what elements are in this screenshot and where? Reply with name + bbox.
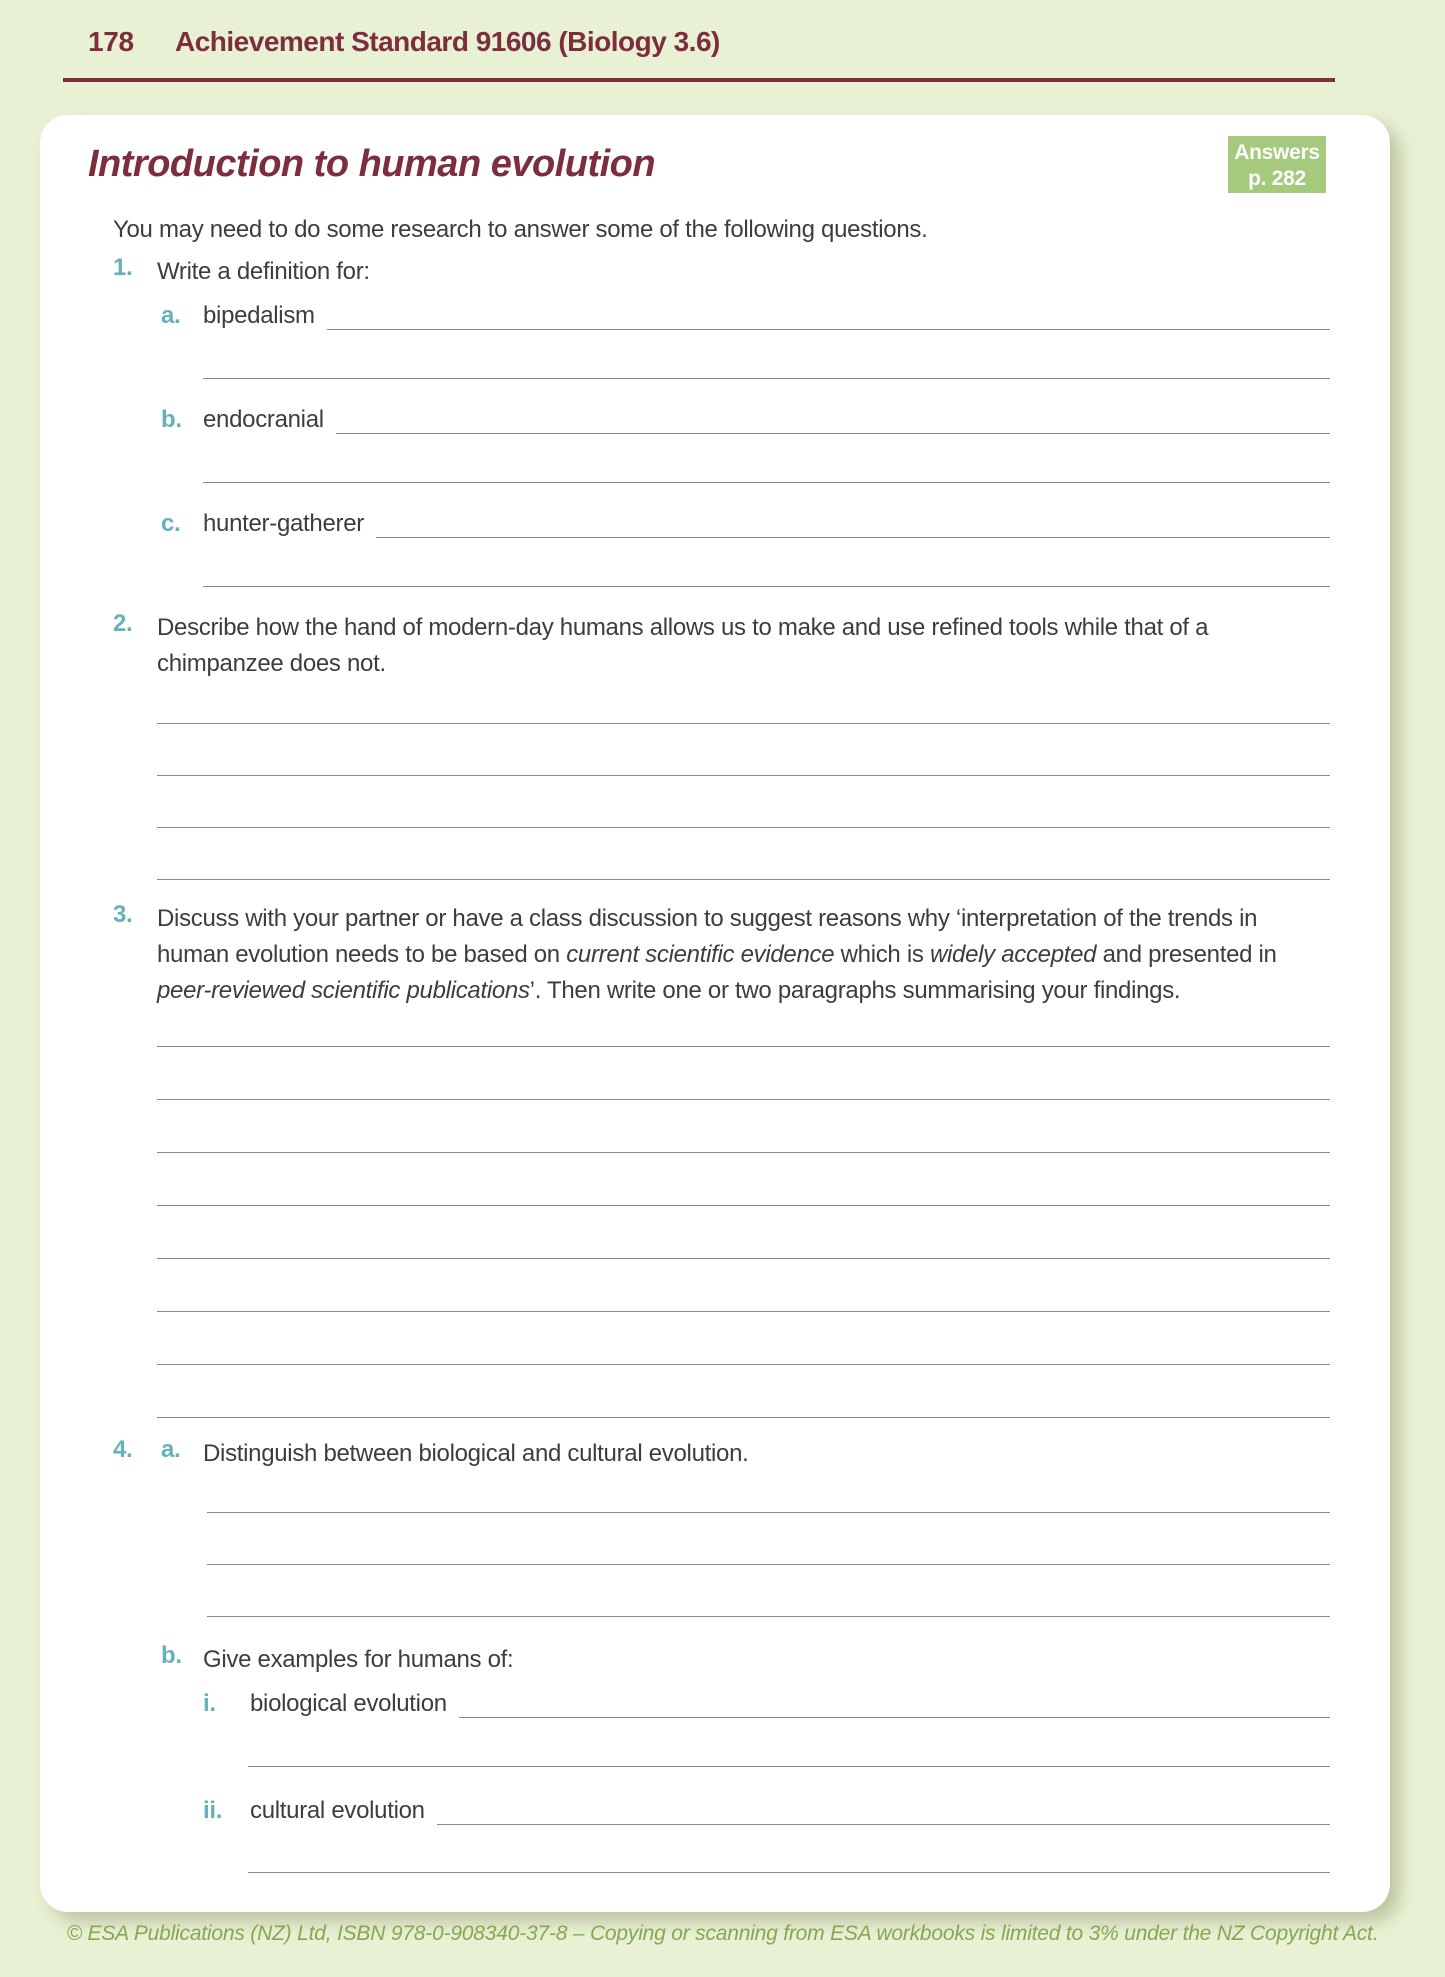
answer-line (437, 1798, 1330, 1825)
answer-line (157, 1311, 1330, 1312)
answers-badge-page-ref: p. 282 (1248, 167, 1306, 190)
definition-item-a (161, 302, 1330, 330)
answer-line (248, 1872, 1330, 1873)
item-ii-label: ii. (203, 1797, 223, 1824)
answer-line (157, 775, 1330, 776)
answer-line (203, 482, 1330, 483)
item-a-label: a. (161, 302, 181, 329)
header-page-number: 178 (88, 26, 134, 57)
worksheet-card (40, 115, 1390, 1912)
answer-line (459, 1691, 1330, 1718)
item-b-term: endocranial (203, 406, 324, 433)
answer-line (203, 586, 1330, 587)
item-ii-term: cultural evolution (250, 1797, 425, 1824)
item-c-term: hunter-gatherer (203, 510, 364, 537)
item-b-label: b. (161, 406, 182, 433)
intro-text: You may need to do some research to answer some of the following questions. (113, 216, 928, 243)
example-item-i (203, 1690, 1330, 1718)
answer-line (248, 1766, 1330, 1767)
answers-badge-label: Answers (1234, 141, 1320, 164)
question-4-number: 4. (113, 1436, 133, 1463)
question-2-text: Describe how the hand of modern-day humans allows us to make and use refined tools while that of a chimpanzee does not. (157, 614, 1209, 677)
answer-line (336, 407, 1330, 434)
question-3-text: Discuss with your partner or have a class discussion to suggest reasons why ‘interpretation of the trends in human evolution needs to be based on current scientific evidence which is widely accepted and presented in peer-reviewed scientific publications’. Then write one or two paragraphs summarising your findings. (157, 905, 1277, 1004)
answer-line (157, 1205, 1330, 1206)
worksheet-title: Introduction to human evolution (88, 143, 656, 185)
definition-item-b (161, 406, 1330, 434)
copyright-footer: © ESA Publications (NZ) Ltd, ISBN 978-0-908340-37-8 – Copying or scanning from ESA workbooks is limited to 3% under the NZ Copyright Act. (66, 1922, 1379, 1945)
answers-badge (1228, 136, 1326, 193)
question-2-number: 2. (113, 610, 133, 637)
item-c-label: c. (161, 510, 181, 537)
answer-line (157, 1046, 1330, 1047)
answer-line (157, 723, 1330, 724)
answer-line (157, 879, 1330, 880)
answer-line (203, 378, 1330, 379)
answer-line (157, 1152, 1330, 1153)
answer-line (157, 1364, 1330, 1365)
header-standard-title: Achievement Standard 91606 (Biology 3.6) (175, 26, 720, 57)
answer-line (157, 1417, 1330, 1418)
question-1-text: Write a definition for: (157, 258, 370, 285)
answer-line (207, 1616, 1330, 1617)
item-i-label: i. (203, 1690, 216, 1717)
answer-line (327, 303, 1330, 330)
answer-line (207, 1564, 1330, 1565)
header-rule (63, 78, 1335, 82)
question-4a-label: a. (161, 1436, 181, 1463)
question-4a-text: Distinguish between biological and cultural evolution. (203, 1440, 749, 1467)
question-1-number: 1. (113, 254, 133, 281)
answer-line (207, 1512, 1330, 1513)
answer-line (157, 1099, 1330, 1100)
answer-line (157, 827, 1330, 828)
example-item-ii (203, 1797, 1330, 1825)
definition-item-c (161, 510, 1330, 538)
answer-line (376, 511, 1330, 538)
question-4b-text: Give examples for humans of: (203, 1646, 514, 1673)
answer-line (157, 1258, 1330, 1259)
item-i-term: biological evolution (250, 1690, 447, 1717)
question-3-number: 3. (113, 901, 133, 928)
question-4b-label: b. (161, 1642, 182, 1669)
item-a-term: bipedalism (203, 302, 315, 329)
